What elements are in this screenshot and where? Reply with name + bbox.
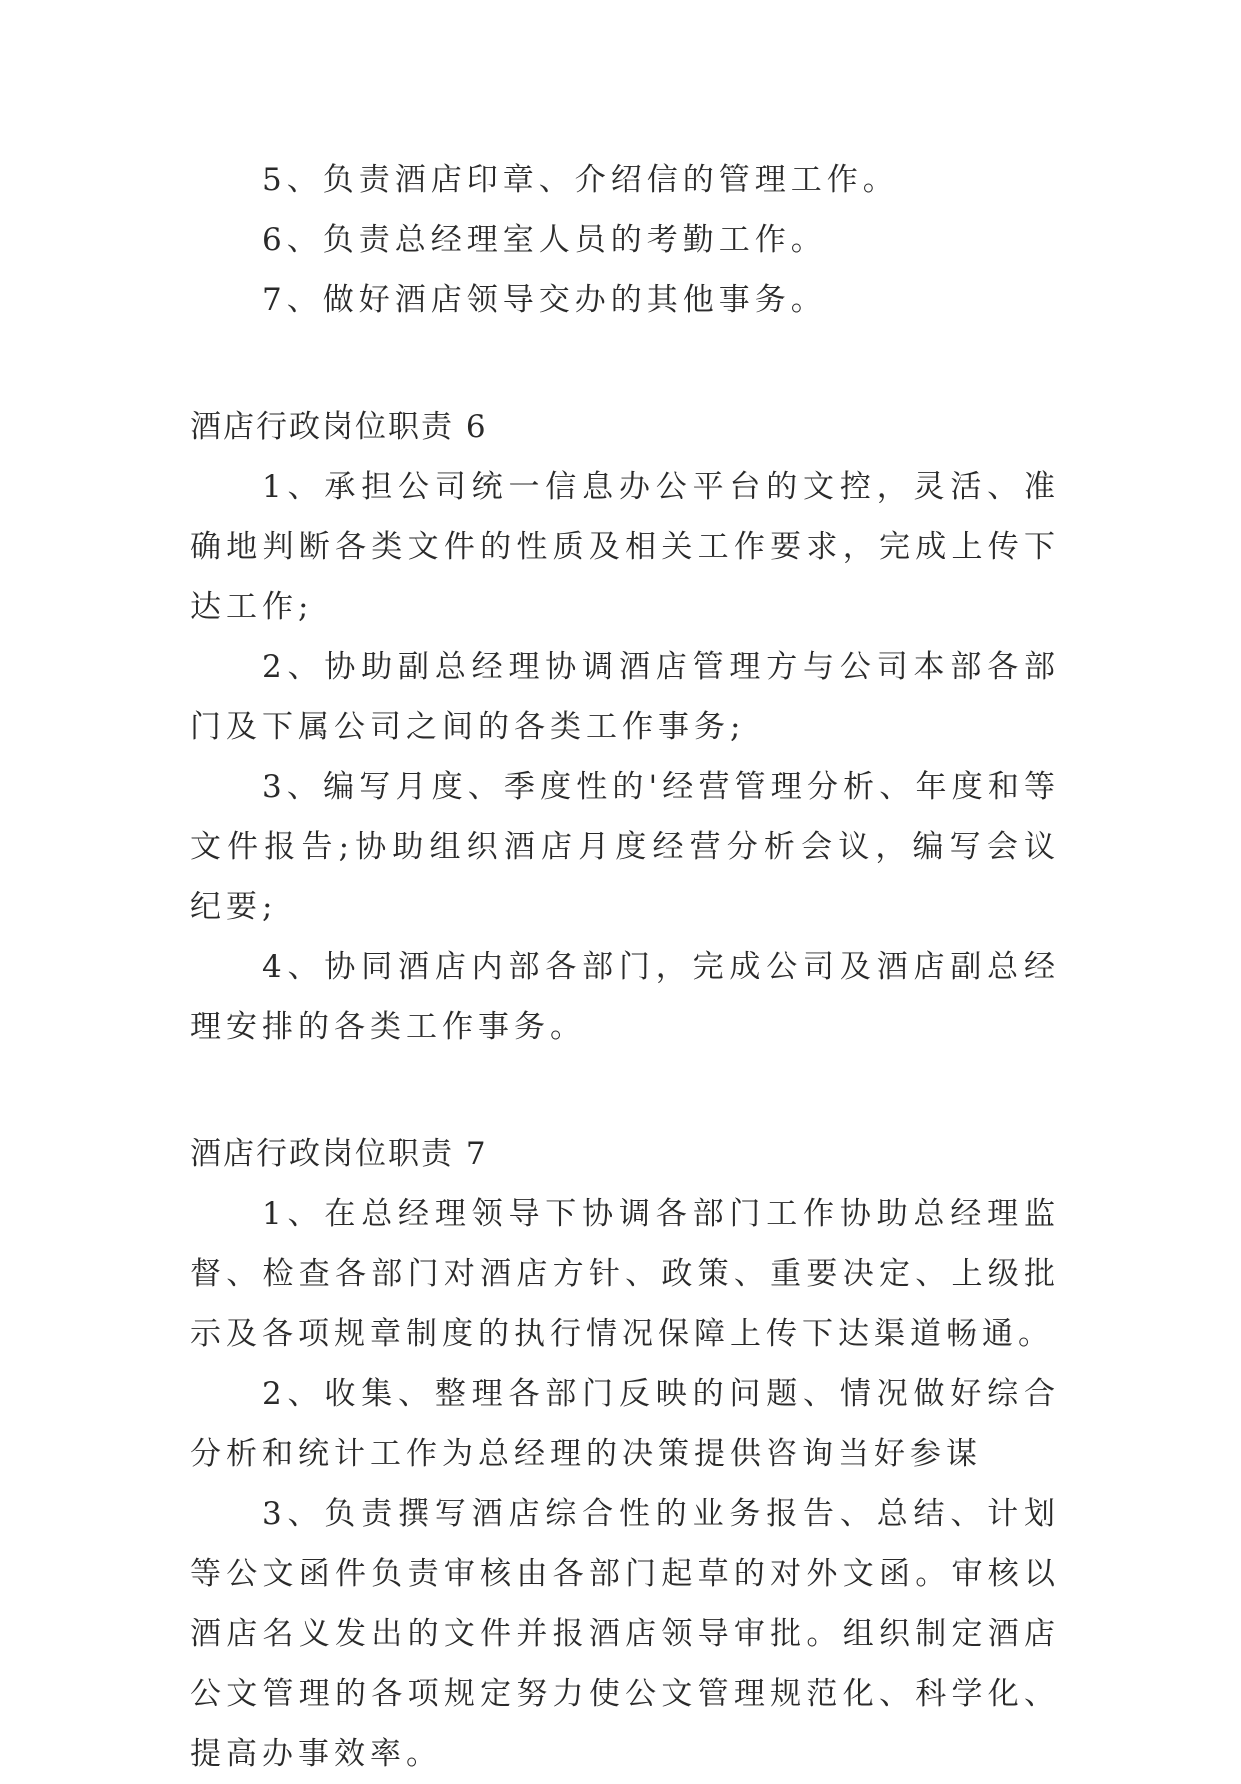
list-item: 4、协同酒店内部各部门，完成公司及酒店副总经理安排的各类工作事务。	[190, 949, 1060, 1045]
section-heading: 酒店行政岗位职责 7	[190, 1136, 488, 1172]
list-item: 2、协助副总经理协调酒店管理方与公司本部各部门及下属公司之间的各类工作事务;	[190, 649, 1060, 745]
list-item: 3、编写月度、季度性的'经营管理分析、年度和等文件报告;协助组织酒店月度经营分析会议，编写会议纪要;	[190, 769, 1060, 925]
list-item: 1、承担公司统一信息办公平台的文控，灵活、准确地判断各类文件的性质及相关工作要求，完成上传下达工作;	[190, 469, 1060, 625]
section-gap	[190, 330, 1060, 397]
list-item: 2、收集、整理各部门反映的问题、情况做好综合分析和统计工作为总经理的决策提供咨询当好参谋	[190, 1376, 1060, 1472]
list-item: 7、做好酒店领导交办的其他事务。	[262, 282, 827, 318]
list-item: 6、负责总经理室人员的考勤工作。	[262, 222, 827, 258]
section-heading: 酒店行政岗位职责 6	[190, 409, 488, 445]
list-item: 5、负责酒店印章、介绍信的管理工作。	[262, 162, 899, 198]
list-item: 1、在总经理领导下协调各部门工作协助总经理监督、检查各部门对酒店方针、政策、重要决定、上级批示及各项规章制度的执行情况保障上传下达渠道畅通。	[190, 1196, 1060, 1352]
list-item: 3、负责撰写酒店综合性的业务报告、总结、计划等公文函件负责审核由各部门起草的对外文函。审核以酒店名义发出的文件并报酒店领导审批。组织制定酒店公文管理的各项规定努力使公文管理规范化、科学化、提高办事效率。	[190, 1496, 1060, 1772]
document-body	[190, 150, 1060, 1784]
section-gap	[190, 1057, 1060, 1124]
